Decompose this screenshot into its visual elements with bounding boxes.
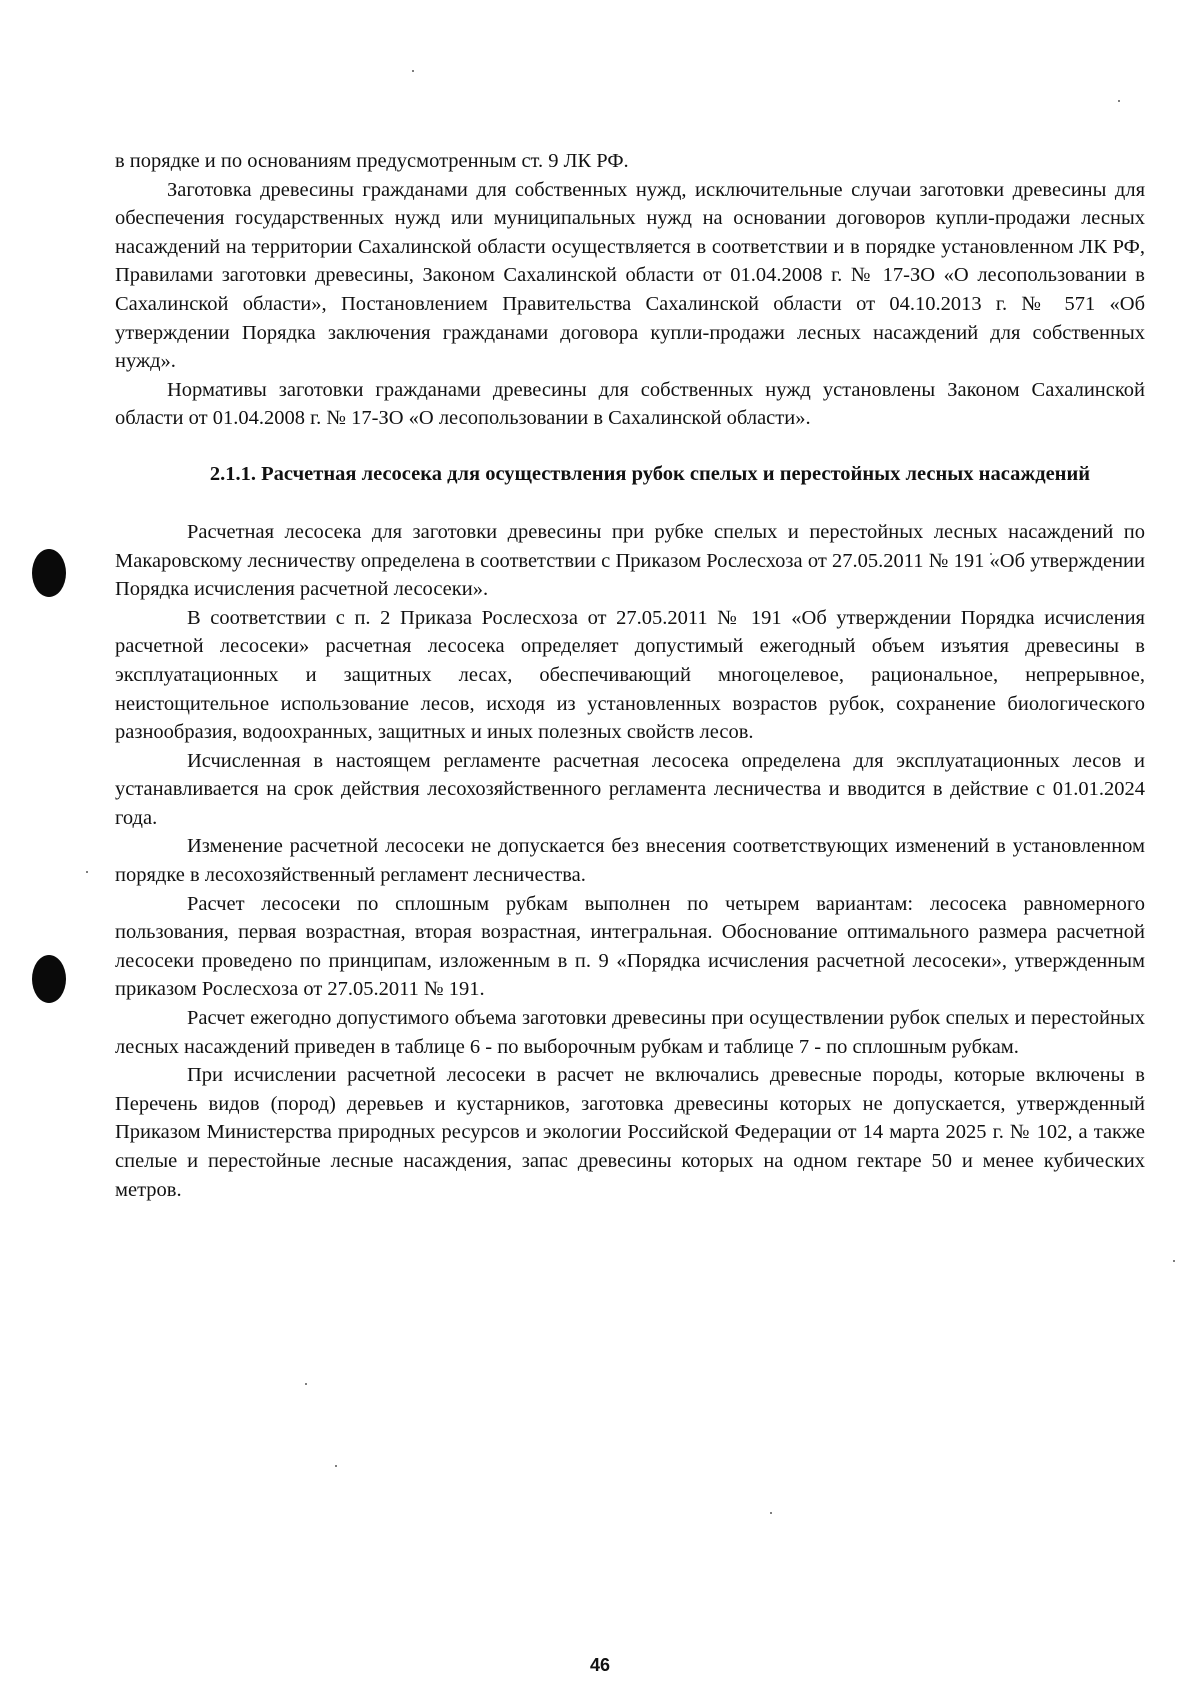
paragraph-order-clause: В соответствии с п. 2 Приказа Рослесхоза от 27.05.2011 № 191 «Об утверждении Порядка исчисления расчетной лесосеки» расчетная лесосека определяет допустимый ежегодный объем изъятия древесины в эксплуатационных и защитных лесах, обеспечивающий многоцелевое, рациональное, непрерывное, неистощительное использование лесов, исходя из установленных возрастов рубок, сохранение биологического разнообразия, водоохранных, защитных и иных полезных свойств лесов. [115, 606, 1145, 744]
page-number: 46 [589, 1655, 611, 1675]
scan-speck [86, 871, 88, 873]
paragraph-harvest-procedure: Заготовка древесины гражданами для собственных нужд, исключительные случаи заготовки древесины для обеспечения государственных нужд или муниципальных нужд на основании договоров купли-продажи лесных насаждений на территории Сахалинской области осуществляется в соответствии и в порядке установленном ЛК РФ, Правилами заготовки древесины, Законом Сахалинской области от 01.04.2008 г. № 17-ЗО «О лесопользовании в Сахалинской области», Постановлением Правительства Сахалинской области от 04.10.2013 г. № 571 «Об утверждении Порядка заключения гражданами договора купли-продажи лесных насаждений для собственных нужд». [115, 178, 1145, 373]
punch-hole-bottom [32, 955, 66, 1003]
paragraph-calculation-variants: Расчет лесосеки по сплошным рубкам выполнен по четырем вариантам: лесосека равномерного пользования, первая возрастная, вторая возрастная, интегральная. Обоснование оптимального размера расчетной лесосеки проведено по принципам, изложенным в п. 9 «Порядка исчисления расчетной лесосеки», утвержденным приказом Рослесхоза от 27.05.2011 № 191. [115, 892, 1145, 1001]
scan-speck [770, 1512, 772, 1514]
paragraph-calculated-cutting-area: Расчетная лесосека для заготовки древесины при рубке спелых и перестойных лесных насаждений по Макаровскому лесничеству определена в соответствии с Приказом Рослесхоза от 27.05.2011 № 191 «Об утверждении Порядка исчисления расчетной лесосеки». [115, 520, 1145, 601]
paragraph-continuation: в порядке и по основаниям предусмотренным ст. 9 ЛК РФ. [115, 150, 629, 172]
scan-speck [1173, 1260, 1175, 1262]
paragraph-change-rule: Изменение расчетной лесосеки не допускается без внесения соответствующих изменений в установленном порядке в лесохозяйственный регламент лесничества. [115, 835, 1145, 887]
document-body [115, 147, 1145, 1204]
scan-speck [1118, 100, 1120, 102]
scan-speck [412, 70, 414, 72]
scan-speck [335, 1465, 337, 1467]
paragraph-tables-reference: Расчет ежегодно допустимого объема заготовки древесины при осуществлении рубок спелых и перестойных лесных насаждений приведен в таблице 6 - по выборочным рубкам и таблице 7 - по сплошным рубкам. [115, 1007, 1145, 1058]
paragraph-exclusions: При исчислении расчетной лесосеки в расчет не включались древесные породы, которые включены в Перечень видов (пород) деревьев и кустарников, заготовка древесины которых не допускается, утвержденный Приказом Министерства природных ресурсов и экологии Российской Федерации от 14 марта 2025 г. № 102, а также спелые и перестойные лесные насаждения, запас древесины которых на одном гектаре 50 и менее кубических метров. [115, 1064, 1145, 1201]
paragraph-harvest-norms: Нормативы заготовки гражданами древесины для собственных нужд установлены Законом Сахалинской области от 01.04.2008 г. № 17-ЗО «О лесопользовании в Сахалинской области». [115, 378, 1145, 430]
paragraph-validity-term: Исчисленная в настоящем регламенте расчетная лесосека определена для эксплуатационных лесов и устанавливается на срок действия лесохозяйственного регламента лесничества и вводится в действие с 01.01.2024 года. [115, 749, 1145, 829]
scan-speck [305, 1383, 307, 1385]
section-heading: 2.1.1. Расчетная лесосека для осуществления рубок спелых и перестойных лесных насаждений [209, 462, 1091, 485]
punch-hole-top [32, 549, 66, 597]
